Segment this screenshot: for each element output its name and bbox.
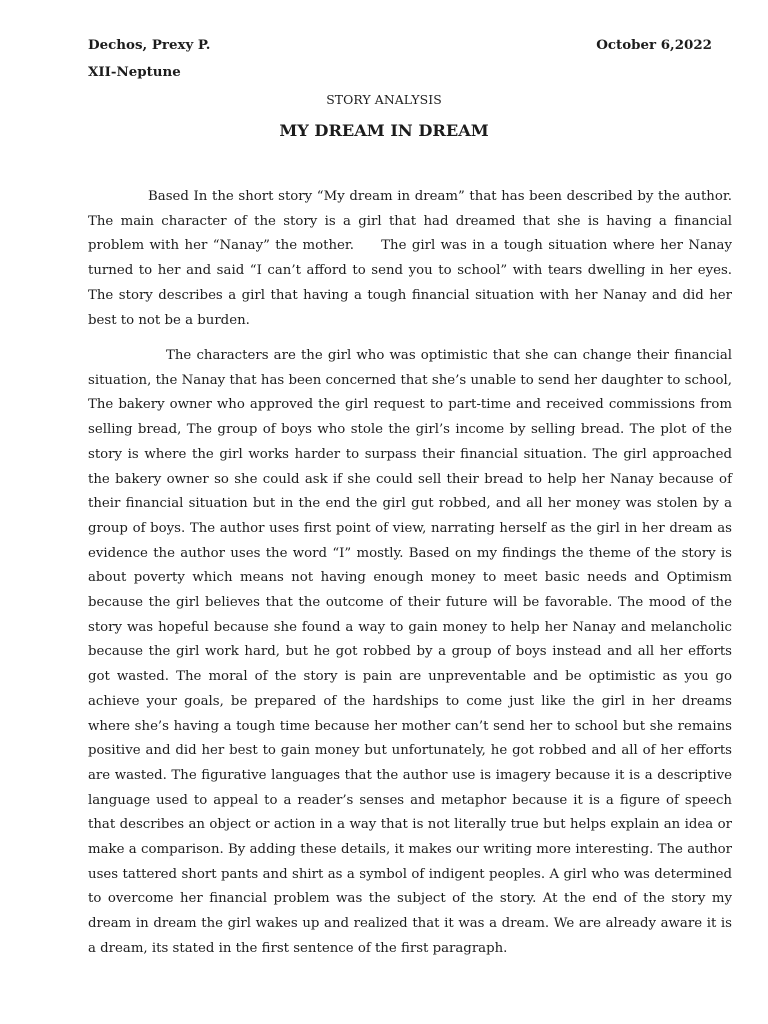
document-title: MY DREAM IN DREAM: [279, 121, 489, 140]
paragraph-1: Based In the short story “My dream in dream” that has been described by the author. The main character of the story is a girl that had dreamed that she is having a financial problem with her “Nanay” the mother. The girl was in a tough situation where her Nanay turned to her and said “I can’t afford to send you to school” with tears dwelling in her eyes. The story describes a girl that having a tough financial situation with her Nanay and did her best to not be a burden.: [88, 189, 732, 328]
paragraph-2: The characters are the girl who was optimistic that she can change their financial situation, the Nanay that has been concerned that she’s unable to send her daughter to school, The bakery owner who approved the girl request to part-time and received commissions from selling bread, The group of boys who stole the girl’s income by selling bread. The plot of the story is where the girl works harder to surpass their financial situation. The girl approached the bakery owner so she could ask if she could sell their bread to help her Nanay because of their financial situation but in the end the girl gut robbed, and all her money was stolen by a group of boys. The author uses first point of view, narrating herself as the girl in her dream as evidence the author uses the word “I” mostly. Based on my findings the theme of the story is about poverty which means not having enough money to meet basic needs and Optimism because the girl believes that the outcome of their future will be favorable. The mood of the story was hopeful because she found a way to gain money to help her Nanay and melancholic because the girl work hard, but he got robbed by a group of boys instead and all her efforts got wasted. The moral of the story is pain are unpreventable and be optimistic as you go achieve your goals, be prepared of the hardships to come just like the girl in her dreams where she’s having a tough time because her mother can’t send her to school but she remains positive and did her best to gain money but unfortunately, he got robbed and all of her efforts are wasted. The figurative languages that the author use is imagery because it is a descriptive language used to appeal to a reader’s senses and metaphor because it is a figure of speech that describes an object or action in a way that is not literally true but helps explain an idea or make a comparison. By adding these details, it makes our writing more interesting. The author uses tattered short pants and shirt as a symbol of indigent peoples. A girl who was determined to overcome her financial problem was the subject of the story. At the end of the story my dream in dream the girl wakes up and realized that it was a dream. We are already aware it is a dream, its stated in the first sentence of the first paragraph.: [88, 348, 732, 956]
class-section: XII-Neptune: [88, 64, 181, 80]
student-name: Dechos, Prexy P.: [88, 37, 211, 53]
header-row: [88, 37, 712, 57]
document-type: STORY ANALYSIS: [326, 92, 442, 107]
document-date: October 6,2022: [596, 37, 712, 53]
